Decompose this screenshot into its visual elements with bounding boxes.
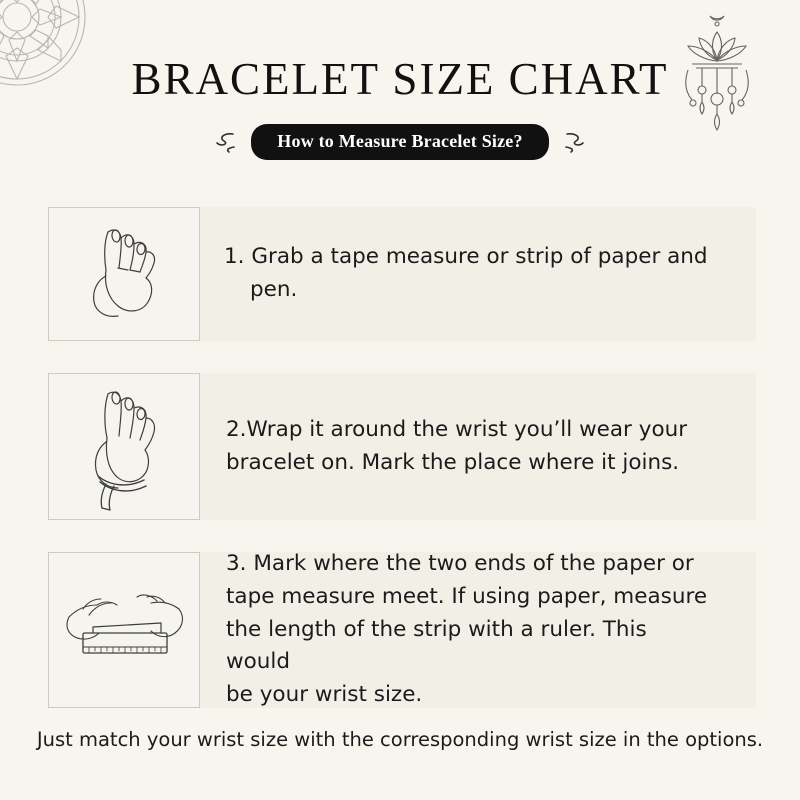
page-title: BRACELET SIZE CHART xyxy=(131,54,669,104)
steps-list xyxy=(0,207,800,740)
step-1-text xyxy=(200,207,756,341)
step-3-number: 3. xyxy=(226,551,247,577)
step-2-line1: Wrap it around the wrist you’ll wear your xyxy=(246,416,688,442)
hand-with-tape-icon xyxy=(62,380,186,514)
hands-with-ruler-icon xyxy=(53,575,195,685)
step-item xyxy=(48,207,756,341)
step-2-line2: bracelet on. Mark the place where it joins. xyxy=(226,449,680,475)
subtitle-pill: How to Measure Bracelet Size? xyxy=(251,124,548,160)
step-3-line2: tape measure meet. If using paper, measure xyxy=(226,584,708,609)
step-3-line3: the length of the strip with a ruler. This would xyxy=(226,616,647,675)
step-1-line2: pen. xyxy=(250,277,298,302)
hand-fist-icon xyxy=(64,214,184,334)
step-item xyxy=(48,552,756,708)
subtitle-row xyxy=(0,124,800,160)
step-3-text xyxy=(200,552,756,708)
step-3-thumbnail xyxy=(48,552,200,708)
step-1-thumbnail xyxy=(48,207,200,341)
step-2-number: 2. xyxy=(226,416,247,442)
step-3-line1: Mark where the two ends of the paper or xyxy=(253,551,694,577)
footer-note: Just match your wrist size with the corresponding wrist size in the options. xyxy=(36,728,764,751)
step-1-number: 1. xyxy=(224,244,245,270)
step-2-text xyxy=(200,373,756,520)
step-item xyxy=(48,373,756,520)
step-1-line1: Grab a tape measure or strip of paper and xyxy=(251,244,708,270)
step-3-line4: be your wrist size. xyxy=(226,682,423,708)
swirl-flourish-right-icon xyxy=(561,129,587,155)
swirl-flourish-left-icon xyxy=(213,129,239,155)
step-2-thumbnail xyxy=(48,373,200,520)
